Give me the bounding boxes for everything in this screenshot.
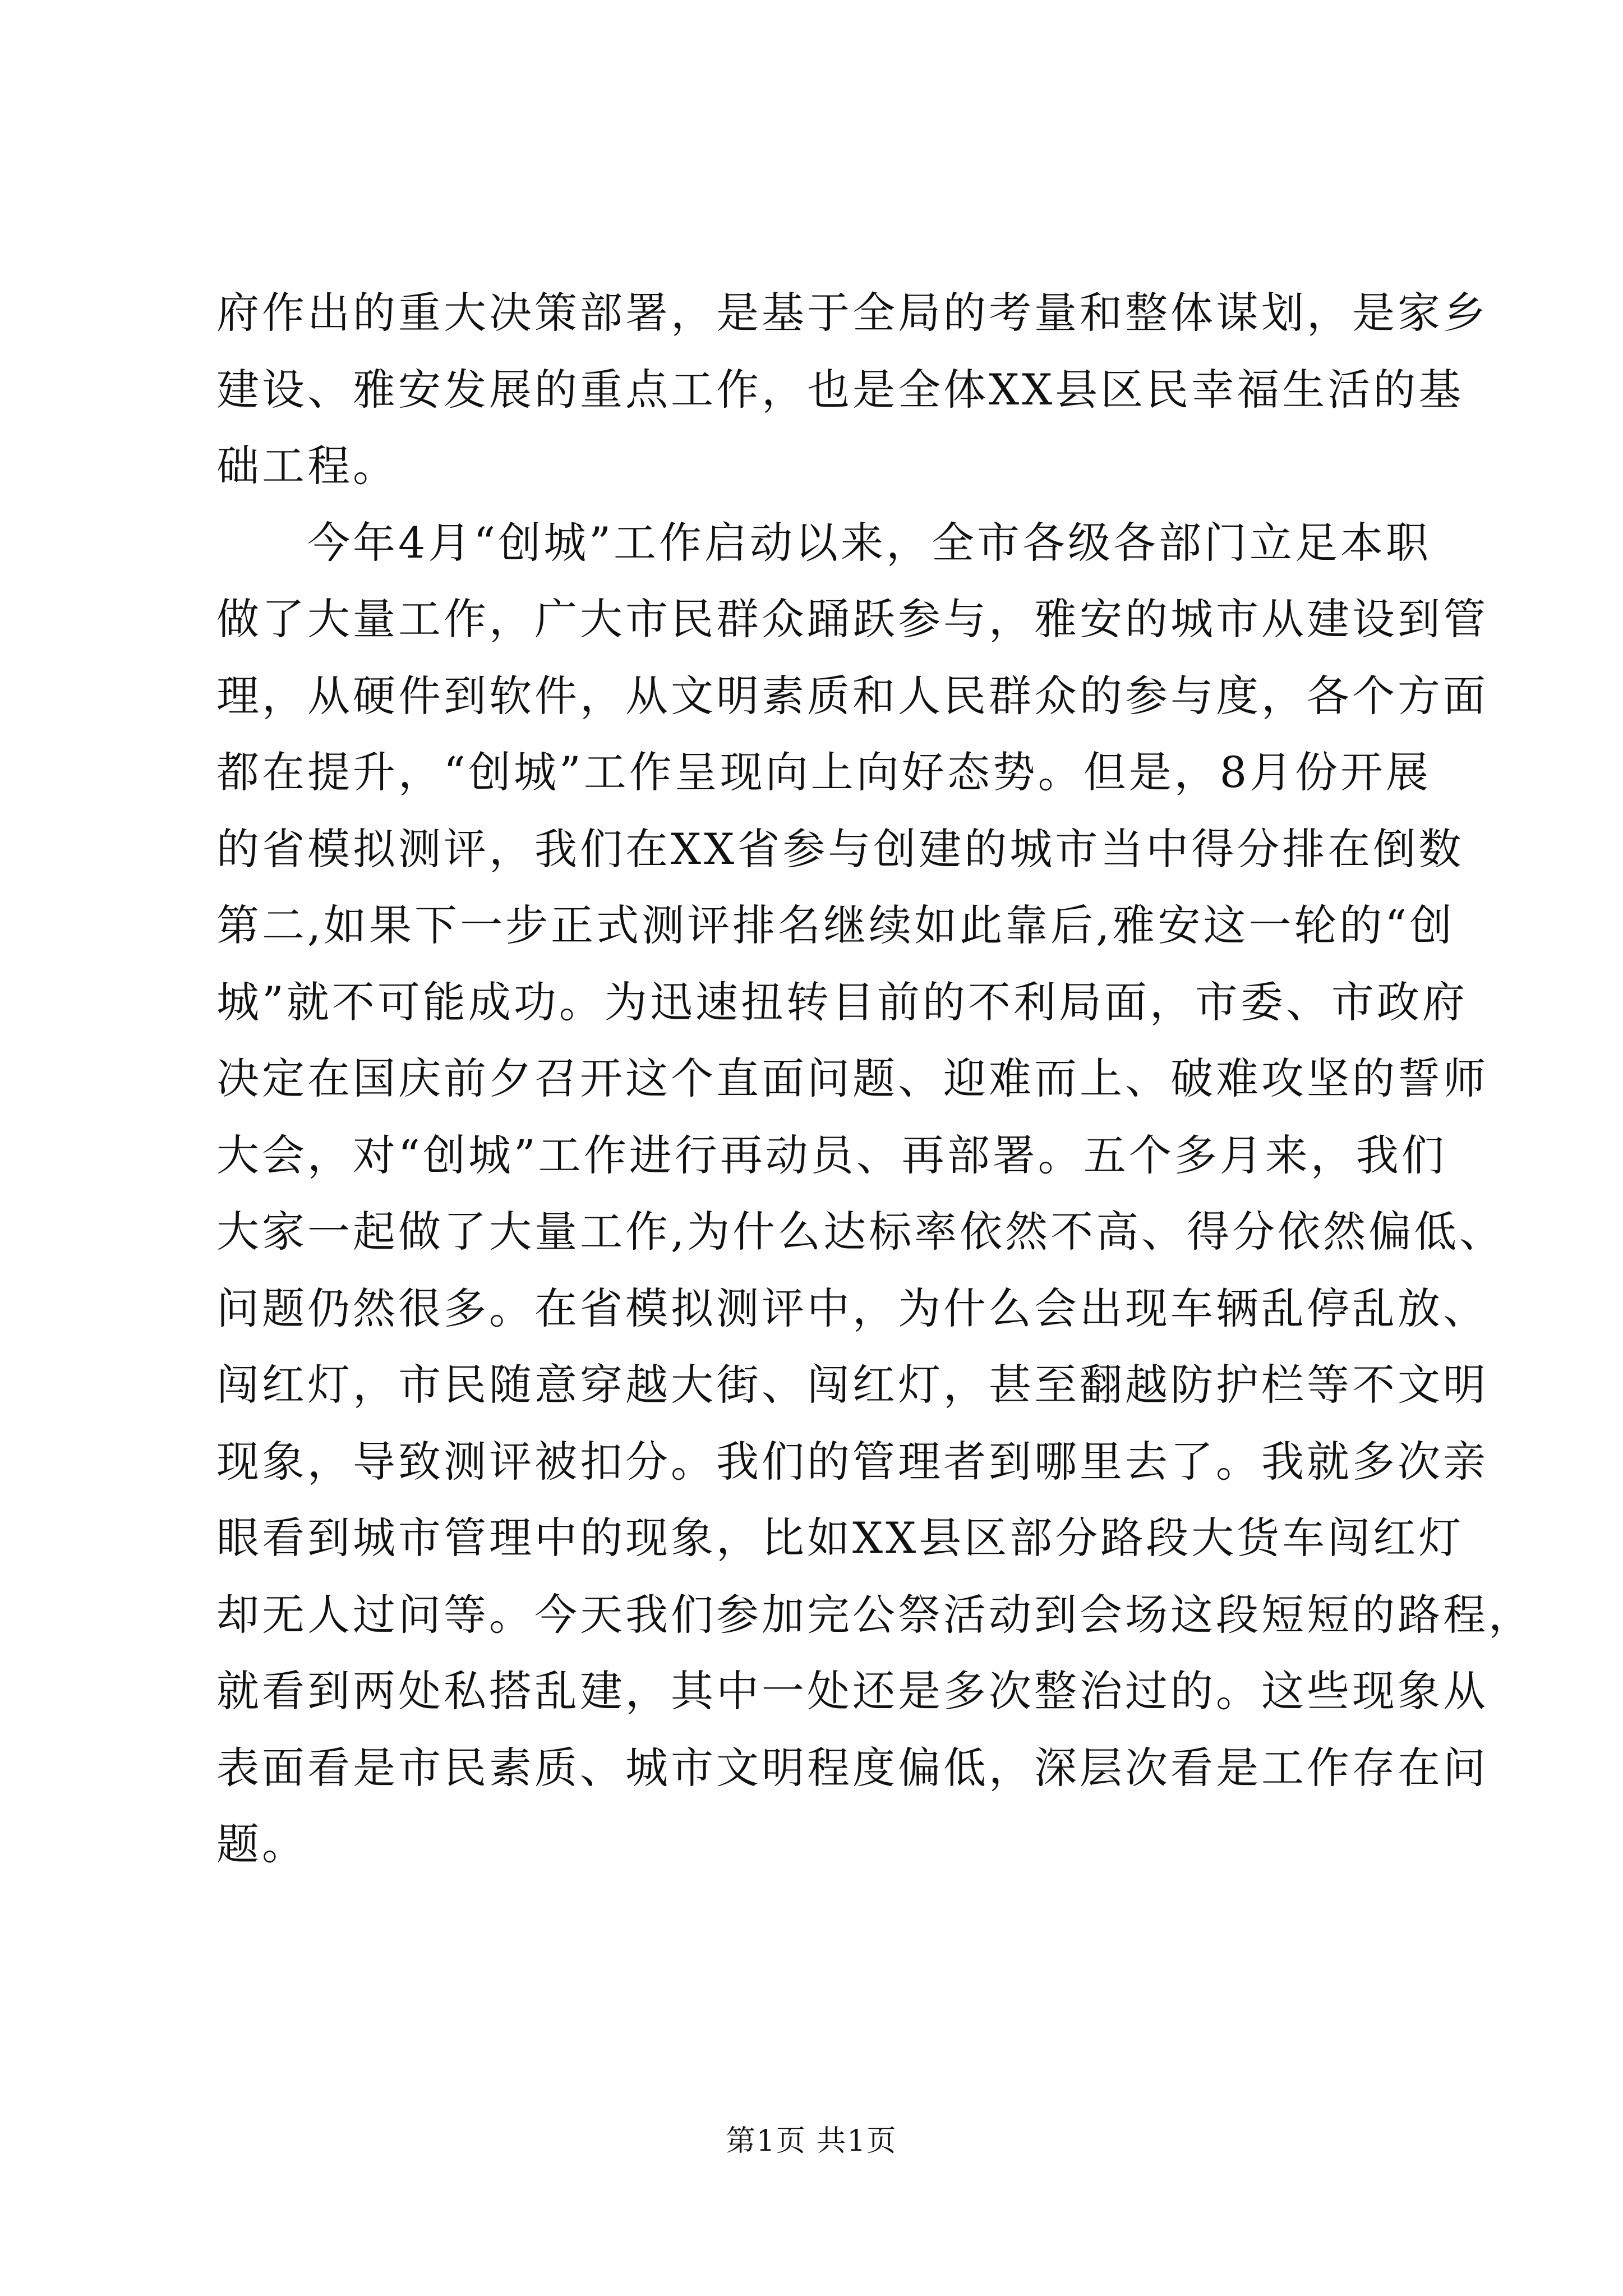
text-line-7: 都在提升，“创城”工作呈现向上向好态势。但是，8月份开展 (216, 747, 1432, 797)
text-line-11: 决定在国庆前夕召开这个直面问题、迎难而上、破难攻坚的誓师 (216, 1053, 1488, 1103)
text-line-16: 现象，导致测评被扣分。我们的管理者到哪里去了。我就多次亲 (216, 1436, 1488, 1487)
text-line-17: 眼看到城市管理中的现象，比如XX县区部分路段大货车闯红灯 (216, 1513, 1464, 1563)
text-line-5: 做了大量工作，广大市民群众踊跃参与，雅安的城市从建设到管 (216, 594, 1488, 644)
text-line-6: 理，从硬件到软件，从文明素质和人民群众的参与度，各个方面 (216, 670, 1488, 721)
text-line-13: 大家一起做了大量工作,为什么达标率依然不高、得分依然偏低、 (216, 1207, 1505, 1257)
text-line-15: 闯红灯，市民随意穿越大街、闯红灯，甚至翻越防护栏等不文明 (216, 1360, 1488, 1410)
text-line-1: 府作出的重大决策部署，是基于全局的考量和整体谋划，是家乡 (216, 288, 1488, 338)
text-line-20: 表面看是市民素质、城市文明程度偏低，深层次看是工作存在问 (216, 1742, 1488, 1793)
text-line-10: 城”就不可能成功。为迅速扭转目前的不利局面，市委、市政府 (216, 977, 1468, 1027)
text-line-14: 问题仍然很多。在省模拟测评中，为什么会出现车辆乱停乱放、 (216, 1283, 1488, 1333)
text-line-8: 的省模拟测评，我们在XX省参与创建的城市当中得分排在倒数 (216, 823, 1464, 874)
text-line-2: 建设、雅安发展的重点工作，也是全体XX县区民幸福生活的基 (216, 364, 1464, 415)
text-line-18: 却无人过问等。今天我们参加完公祭活动到会场这段短短的路程， (216, 1589, 1534, 1640)
text-line-3: 础工程。 (216, 441, 398, 491)
text-line-4: 今年4月“创城”工作启动以来，全市各级各部门立足本职 (216, 517, 1432, 568)
body-text (216, 275, 1534, 1883)
text-line-12: 大会，对“创城”工作进行再动员、再部署。五个多月来，我们 (216, 1130, 1447, 1180)
text-line-9: 第二,如果下一步正式测评排名继续如此靠后,雅安这一轮的“创 (216, 900, 1455, 950)
text-line-21: 题。 (216, 1819, 307, 1869)
text-line-19: 就看到两处私搭乱建，其中一处还是多次整治过的。这些现象从 (216, 1666, 1488, 1716)
page-footer: 第1页 共1页 (726, 2124, 897, 2158)
